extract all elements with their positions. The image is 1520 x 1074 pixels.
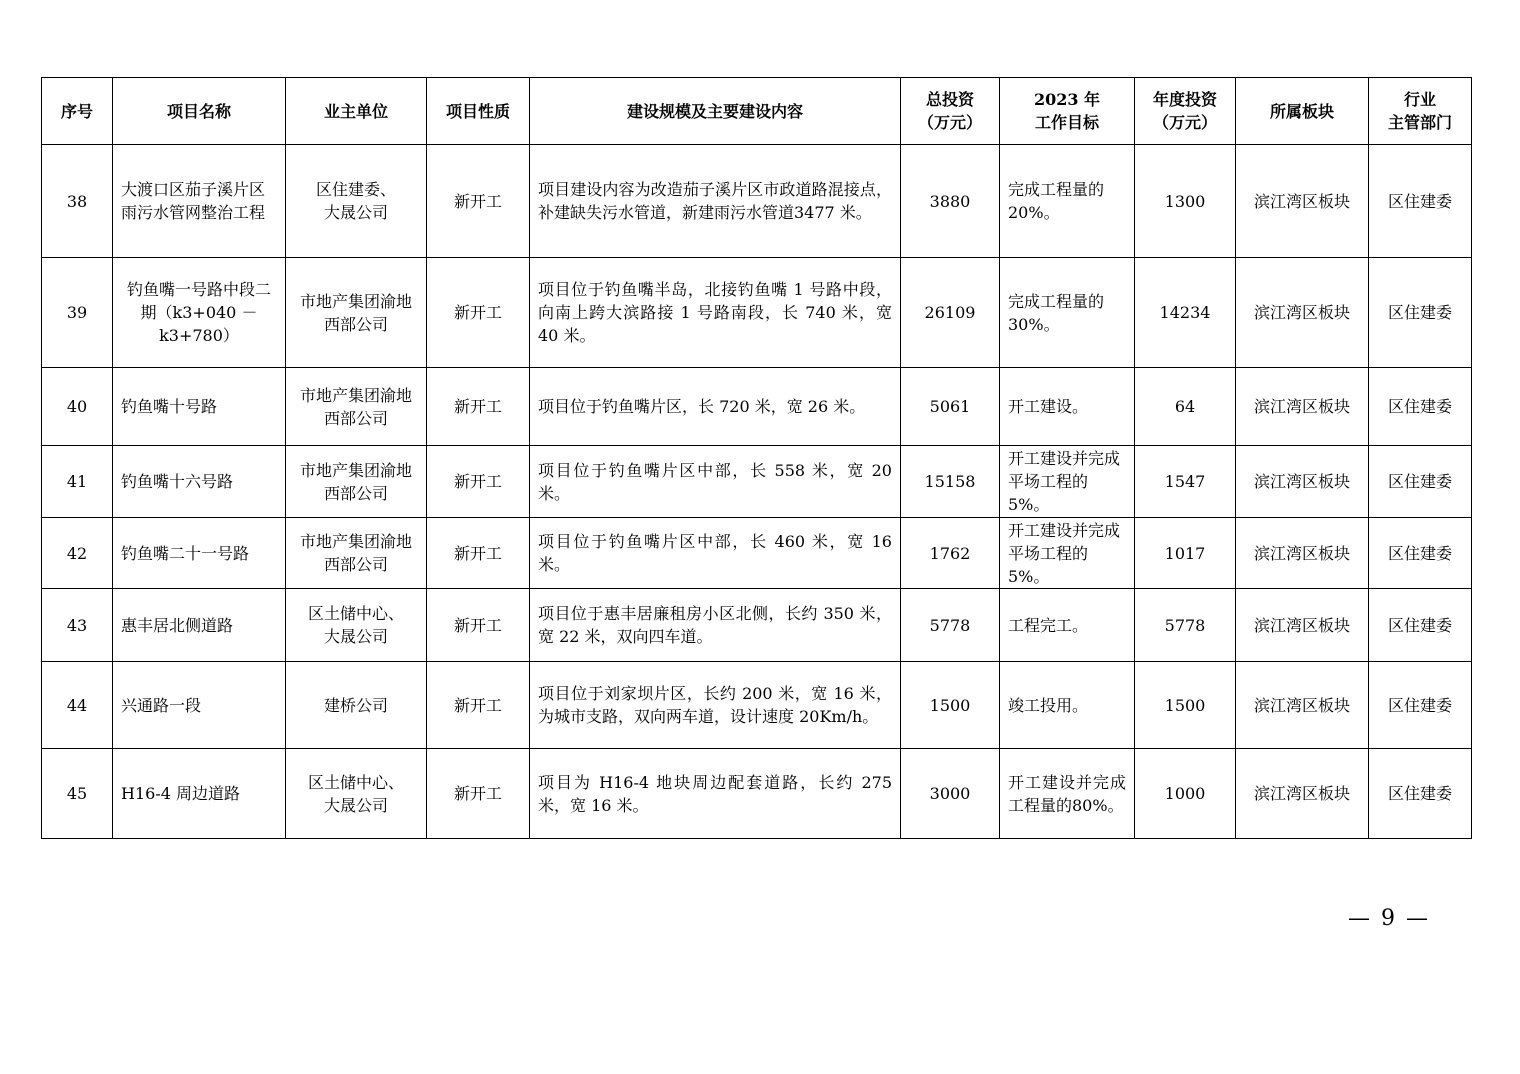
page-number: — 9 — [1348, 906, 1430, 931]
row-total: 3880 [901, 145, 1000, 258]
row-name: 兴通路一段 [113, 662, 286, 749]
row-total: 1762 [901, 518, 1000, 589]
row-goal: 开工建设并完成平场工程的5%。 [1000, 446, 1135, 518]
project-table [41, 77, 1472, 839]
row-dept: 区住建委 [1369, 589, 1472, 662]
row-no: 44 [42, 662, 113, 749]
header-nature: 项目性质 [427, 78, 530, 145]
row-content: 项目为 H16-4 地块周边配套道路，长约 275 米，宽 16 米。 [530, 749, 901, 839]
row-nature: 新开工 [427, 518, 530, 589]
row-total: 15158 [901, 446, 1000, 518]
table-row [42, 368, 1472, 446]
row-nature: 新开工 [427, 145, 530, 258]
header-total: 总投资 （万元） [901, 78, 1000, 145]
row-annual: 1500 [1135, 662, 1236, 749]
row-nature: 新开工 [427, 662, 530, 749]
row-no: 40 [42, 368, 113, 446]
header-goal: 2023 年 工作目标 [1000, 78, 1135, 145]
table-row [42, 446, 1472, 518]
row-content: 项目位于钓鱼嘴片区中部，长 460 米，宽 16 米。 [530, 518, 901, 589]
row-owner: 市地产集团渝地西部公司 [286, 258, 427, 368]
row-goal: 开工建设并完成平场工程的5%。 [1000, 518, 1135, 589]
header-annual: 年度投资 （万元） [1135, 78, 1236, 145]
row-annual: 1017 [1135, 518, 1236, 589]
row-goal: 完成工程量的30%。 [1000, 258, 1135, 368]
row-annual: 64 [1135, 368, 1236, 446]
row-content: 项目位于惠丰居廉租房小区北侧，长约 350 米，宽 22 米，双向四车道。 [530, 589, 901, 662]
header-no: 序号 [42, 78, 113, 145]
table-row [42, 749, 1472, 839]
row-no: 38 [42, 145, 113, 258]
row-dept: 区住建委 [1369, 518, 1472, 589]
row-dept: 区住建委 [1369, 749, 1472, 839]
row-no: 39 [42, 258, 113, 368]
row-dept: 区住建委 [1369, 662, 1472, 749]
row-annual: 5778 [1135, 589, 1236, 662]
table-row [42, 258, 1472, 368]
row-sector: 滨江湾区板块 [1236, 749, 1369, 839]
row-goal: 竣工投用。 [1000, 662, 1135, 749]
row-no: 43 [42, 589, 113, 662]
row-goal: 完成工程量的20%。 [1000, 145, 1135, 258]
header-sector: 所属板块 [1236, 78, 1369, 145]
row-sector: 滨江湾区板块 [1236, 518, 1369, 589]
row-content: 项目位于刘家坝片区，长约 200 米，宽 16 米，为城市支路，双向两车道，设计速度 20Km/h。 [530, 662, 901, 749]
row-sector: 滨江湾区板块 [1236, 145, 1369, 258]
row-sector: 滨江湾区板块 [1236, 662, 1369, 749]
row-owner: 市地产集团渝地西部公司 [286, 446, 427, 518]
row-total: 1500 [901, 662, 1000, 749]
row-owner: 区土储中心、 大晟公司 [286, 589, 427, 662]
table-row [42, 589, 1472, 662]
row-no: 45 [42, 749, 113, 839]
header-owner: 业主单位 [286, 78, 427, 145]
row-nature: 新开工 [427, 589, 530, 662]
row-sector: 滨江湾区板块 [1236, 589, 1369, 662]
row-content: 项目位于钓鱼嘴片区中部，长 558 米，宽 20 米。 [530, 446, 901, 518]
row-owner: 市地产集团渝地西部公司 [286, 368, 427, 446]
table-header-row [42, 78, 1472, 145]
header-name: 项目名称 [113, 78, 286, 145]
table-row [42, 145, 1472, 258]
row-name: 大渡口区茄子溪片区雨污水管网整治工程 [113, 145, 286, 258]
row-total: 5061 [901, 368, 1000, 446]
row-nature: 新开工 [427, 446, 530, 518]
row-owner: 区土储中心、 大晟公司 [286, 749, 427, 839]
row-no: 41 [42, 446, 113, 518]
row-dept: 区住建委 [1369, 145, 1472, 258]
row-owner: 区住建委、 大晟公司 [286, 145, 427, 258]
row-nature: 新开工 [427, 749, 530, 839]
row-name: 钓鱼嘴十号路 [113, 368, 286, 446]
row-content: 项目位于钓鱼嘴片区，长 720 米，宽 26 米。 [530, 368, 901, 446]
row-annual: 1300 [1135, 145, 1236, 258]
row-nature: 新开工 [427, 368, 530, 446]
row-total: 3000 [901, 749, 1000, 839]
row-dept: 区住建委 [1369, 446, 1472, 518]
row-no: 42 [42, 518, 113, 589]
row-dept: 区住建委 [1369, 258, 1472, 368]
row-sector: 滨江湾区板块 [1236, 446, 1369, 518]
header-content: 建设规模及主要建设内容 [530, 78, 901, 145]
table-row [42, 662, 1472, 749]
row-total: 5778 [901, 589, 1000, 662]
row-total: 26109 [901, 258, 1000, 368]
row-annual: 1000 [1135, 749, 1236, 839]
table-row [42, 518, 1472, 589]
row-name: 钓鱼嘴二十一号路 [113, 518, 286, 589]
row-annual: 14234 [1135, 258, 1236, 368]
row-name: 惠丰居北侧道路 [113, 589, 286, 662]
row-goal: 开工建设并完成工程量的80%。 [1000, 749, 1135, 839]
row-goal: 开工建设。 [1000, 368, 1135, 446]
row-nature: 新开工 [427, 258, 530, 368]
header-dept: 行业 主管部门 [1369, 78, 1472, 145]
row-sector: 滨江湾区板块 [1236, 368, 1369, 446]
row-owner: 建桥公司 [286, 662, 427, 749]
row-goal: 工程完工。 [1000, 589, 1135, 662]
row-name: 钓鱼嘴十六号路 [113, 446, 286, 518]
row-content: 项目位于钓鱼嘴半岛，北接钓鱼嘴 1 号路中段，向南上跨大滨路接 1 号路南段，长 740 米，宽 40 米。 [530, 258, 901, 368]
row-dept: 区住建委 [1369, 368, 1472, 446]
row-sector: 滨江湾区板块 [1236, 258, 1369, 368]
row-annual: 1547 [1135, 446, 1236, 518]
row-content: 项目建设内容为改造茄子溪片区市政道路混接点，补建缺失污水管道，新建雨污水管道3477 米。 [530, 145, 901, 258]
row-name: 钓鱼嘴一号路中段二期（k3+040 －k3+780） [113, 258, 286, 368]
row-owner: 市地产集团渝地西部公司 [286, 518, 427, 589]
row-name: H16-4 周边道路 [113, 749, 286, 839]
